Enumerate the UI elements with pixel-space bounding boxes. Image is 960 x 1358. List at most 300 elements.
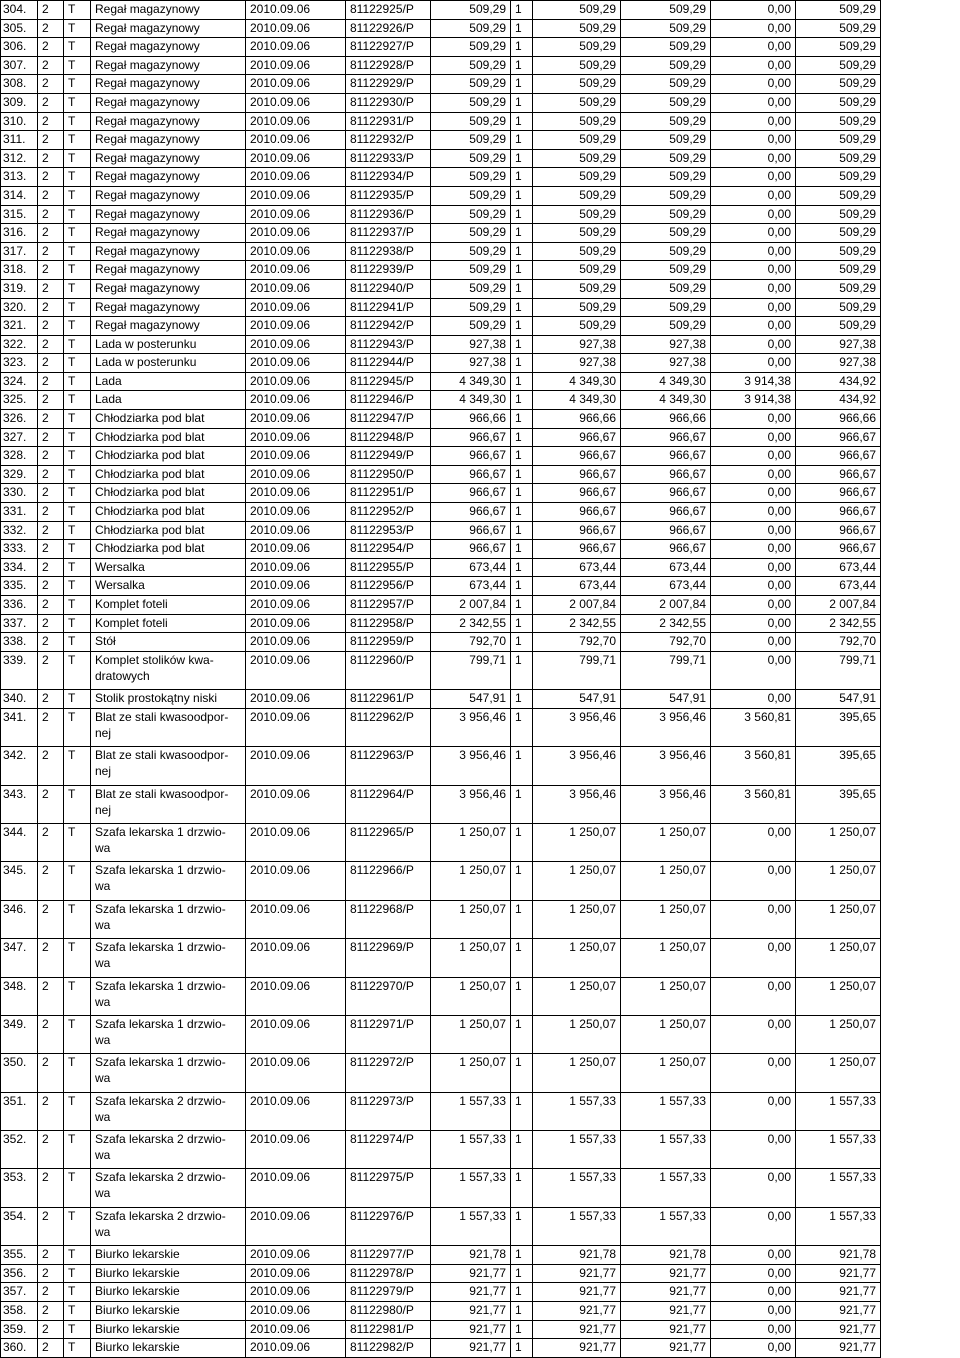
depreciation-cell: 3 914,38	[711, 372, 796, 391]
initial-value-cell: 509,29	[621, 38, 711, 57]
table-row	[1, 428, 881, 447]
date-cell: 2010.09.06	[246, 261, 346, 280]
value-cell: 921,77	[533, 1264, 621, 1283]
initial-value-cell: 966,66	[621, 410, 711, 429]
item-name-cell: Lada w posterunku	[91, 354, 246, 373]
unit-price-cell: 509,29	[431, 75, 511, 94]
inventory-number-cell: 81122976/P	[346, 1207, 431, 1245]
quantity-cell: 1	[511, 428, 533, 447]
initial-value-cell: 966,67	[621, 428, 711, 447]
table-row	[1, 596, 881, 615]
value-cell: 966,67	[533, 503, 621, 522]
quantity-cell: 1	[511, 112, 533, 131]
date-cell: 2010.09.06	[246, 614, 346, 633]
row-number-cell: 331.	[1, 503, 38, 522]
type-cell: T	[64, 596, 91, 615]
inventory-number-cell: 81122946/P	[346, 391, 431, 410]
group-cell: 2	[38, 596, 64, 615]
group-cell: 2	[38, 1320, 64, 1339]
quantity-cell: 1	[511, 335, 533, 354]
value-cell: 921,77	[533, 1339, 621, 1358]
value-cell: 3 956,46	[533, 747, 621, 785]
inventory-number-cell: 81122926/P	[346, 19, 431, 38]
initial-value-cell: 966,67	[621, 465, 711, 484]
date-cell: 2010.09.06	[246, 521, 346, 540]
unit-price-cell: 509,29	[431, 279, 511, 298]
type-cell: T	[64, 540, 91, 559]
type-cell: T	[64, 521, 91, 540]
inventory-number-cell: 81122966/P	[346, 862, 431, 900]
value-cell: 921,77	[533, 1302, 621, 1321]
inventory-number-cell: 81122945/P	[346, 372, 431, 391]
depreciation-cell: 0,00	[711, 149, 796, 168]
date-cell: 2010.09.06	[246, 1207, 346, 1245]
group-cell: 2	[38, 484, 64, 503]
row-number-cell: 326.	[1, 410, 38, 429]
initial-value-cell: 509,29	[621, 224, 711, 243]
depreciation-cell: 0,00	[711, 19, 796, 38]
inventory-number-cell: 81122958/P	[346, 614, 431, 633]
initial-value-cell: 4 349,30	[621, 391, 711, 410]
table-row	[1, 261, 881, 280]
initial-value-cell: 509,29	[621, 279, 711, 298]
type-cell: T	[64, 862, 91, 900]
initial-value-cell: 509,29	[621, 1, 711, 20]
type-cell: T	[64, 1320, 91, 1339]
depreciation-cell: 0,00	[711, 521, 796, 540]
date-cell: 2010.09.06	[246, 747, 346, 785]
group-cell: 2	[38, 149, 64, 168]
group-cell: 2	[38, 1302, 64, 1321]
group-cell: 2	[38, 1246, 64, 1265]
quantity-cell: 1	[511, 785, 533, 823]
net-value-cell: 2 007,84	[796, 596, 881, 615]
type-cell: T	[64, 93, 91, 112]
quantity-cell: 1	[511, 410, 533, 429]
quantity-cell: 1	[511, 558, 533, 577]
initial-value-cell: 509,29	[621, 186, 711, 205]
initial-value-cell: 509,29	[621, 317, 711, 336]
inventory-number-cell: 81122933/P	[346, 149, 431, 168]
unit-price-cell: 966,67	[431, 484, 511, 503]
value-cell: 509,29	[533, 242, 621, 261]
table-row	[1, 410, 881, 429]
row-number-cell: 355.	[1, 1246, 38, 1265]
quantity-cell: 1	[511, 900, 533, 938]
item-name-cell: Szafa lekarska 2 drzwio-wa	[91, 1131, 246, 1169]
group-cell: 2	[38, 372, 64, 391]
table-row	[1, 785, 881, 823]
initial-value-cell: 927,38	[621, 354, 711, 373]
item-name-cell: Regał magazynowy	[91, 1, 246, 20]
value-cell: 3 956,46	[533, 785, 621, 823]
quantity-cell: 1	[511, 596, 533, 615]
table-row	[1, 1339, 881, 1358]
table-row	[1, 298, 881, 317]
table-row	[1, 708, 881, 746]
unit-price-cell: 3 956,46	[431, 747, 511, 785]
value-cell: 1 557,33	[533, 1092, 621, 1130]
group-cell: 2	[38, 186, 64, 205]
type-cell: T	[64, 1131, 91, 1169]
item-name-cell: Biurko lekarskie	[91, 1283, 246, 1302]
date-cell: 2010.09.06	[246, 298, 346, 317]
type-cell: T	[64, 186, 91, 205]
row-number-cell: 310.	[1, 112, 38, 131]
net-value-cell: 966,67	[796, 465, 881, 484]
item-name-cell: Stół	[91, 633, 246, 652]
net-value-cell: 2 342,55	[796, 614, 881, 633]
unit-price-cell: 509,29	[431, 131, 511, 150]
unit-price-cell: 966,67	[431, 503, 511, 522]
value-cell: 4 349,30	[533, 372, 621, 391]
inventory-number-cell: 81122977/P	[346, 1246, 431, 1265]
depreciation-cell: 3 560,81	[711, 747, 796, 785]
quantity-cell: 1	[511, 168, 533, 187]
quantity-cell: 1	[511, 317, 533, 336]
table-row	[1, 1169, 881, 1207]
inventory-number-cell: 81122925/P	[346, 1, 431, 20]
depreciation-cell: 0,00	[711, 75, 796, 94]
quantity-cell: 1	[511, 447, 533, 466]
item-name-cell: Szafa lekarska 2 drzwio-wa	[91, 1092, 246, 1130]
row-number-cell: 327.	[1, 428, 38, 447]
value-cell: 1 557,33	[533, 1131, 621, 1169]
date-cell: 2010.09.06	[246, 410, 346, 429]
quantity-cell: 1	[511, 862, 533, 900]
unit-price-cell: 3 956,46	[431, 785, 511, 823]
net-value-cell: 1 557,33	[796, 1131, 881, 1169]
unit-price-cell: 1 250,07	[431, 939, 511, 977]
net-value-cell: 509,29	[796, 149, 881, 168]
type-cell: T	[64, 1, 91, 20]
net-value-cell: 927,38	[796, 354, 881, 373]
date-cell: 2010.09.06	[246, 205, 346, 224]
inventory-number-cell: 81122939/P	[346, 261, 431, 280]
date-cell: 2010.09.06	[246, 186, 346, 205]
net-value-cell: 799,71	[796, 651, 881, 689]
type-cell: T	[64, 614, 91, 633]
row-number-cell: 339.	[1, 651, 38, 689]
table-row	[1, 1283, 881, 1302]
date-cell: 2010.09.06	[246, 372, 346, 391]
item-name-cell: Szafa lekarska 1 drzwio-wa	[91, 900, 246, 938]
quantity-cell: 1	[511, 224, 533, 243]
group-cell: 2	[38, 1131, 64, 1169]
group-cell: 2	[38, 503, 64, 522]
row-number-cell: 317.	[1, 242, 38, 261]
group-cell: 2	[38, 75, 64, 94]
unit-price-cell: 799,71	[431, 651, 511, 689]
depreciation-cell: 0,00	[711, 633, 796, 652]
item-name-cell: Szafa lekarska 1 drzwio-wa	[91, 1054, 246, 1092]
row-number-cell: 308.	[1, 75, 38, 94]
group-cell: 2	[38, 823, 64, 861]
group-cell: 2	[38, 1264, 64, 1283]
item-name-cell: Regał magazynowy	[91, 205, 246, 224]
group-cell: 2	[38, 391, 64, 410]
item-name-cell: Chłodziarka pod blat	[91, 484, 246, 503]
depreciation-cell: 0,00	[711, 168, 796, 187]
date-cell: 2010.09.06	[246, 577, 346, 596]
table-row	[1, 900, 881, 938]
quantity-cell: 1	[511, 823, 533, 861]
depreciation-cell: 0,00	[711, 1054, 796, 1092]
row-number-cell: 309.	[1, 93, 38, 112]
quantity-cell: 1	[511, 1054, 533, 1092]
date-cell: 2010.09.06	[246, 823, 346, 861]
value-cell: 509,29	[533, 279, 621, 298]
initial-value-cell: 509,29	[621, 149, 711, 168]
quantity-cell: 1	[511, 1, 533, 20]
initial-value-cell: 3 956,46	[621, 708, 711, 746]
depreciation-cell: 0,00	[711, 131, 796, 150]
value-cell: 966,67	[533, 428, 621, 447]
date-cell: 2010.09.06	[246, 38, 346, 57]
value-cell: 1 250,07	[533, 900, 621, 938]
item-name-cell: Regał magazynowy	[91, 242, 246, 261]
depreciation-cell: 0,00	[711, 1283, 796, 1302]
type-cell: T	[64, 372, 91, 391]
depreciation-cell: 0,00	[711, 428, 796, 447]
depreciation-cell: 0,00	[711, 1015, 796, 1053]
net-value-cell: 509,29	[796, 75, 881, 94]
quantity-cell: 1	[511, 1169, 533, 1207]
type-cell: T	[64, 708, 91, 746]
group-cell: 2	[38, 1169, 64, 1207]
depreciation-cell: 0,00	[711, 823, 796, 861]
type-cell: T	[64, 131, 91, 150]
type-cell: T	[64, 651, 91, 689]
depreciation-cell: 0,00	[711, 690, 796, 709]
item-name-cell: Szafa lekarska 1 drzwio-wa	[91, 1015, 246, 1053]
initial-value-cell: 927,38	[621, 335, 711, 354]
initial-value-cell: 509,29	[621, 131, 711, 150]
type-cell: T	[64, 1302, 91, 1321]
item-name-cell: Chłodziarka pod blat	[91, 447, 246, 466]
net-value-cell: 921,77	[796, 1264, 881, 1283]
table-row	[1, 168, 881, 187]
type-cell: T	[64, 19, 91, 38]
net-value-cell: 1 250,07	[796, 862, 881, 900]
table-row	[1, 1207, 881, 1245]
initial-value-cell: 509,29	[621, 112, 711, 131]
date-cell: 2010.09.06	[246, 651, 346, 689]
depreciation-cell: 0,00	[711, 242, 796, 261]
table-row	[1, 503, 881, 522]
initial-value-cell: 966,67	[621, 540, 711, 559]
net-value-cell: 927,38	[796, 335, 881, 354]
initial-value-cell: 921,77	[621, 1264, 711, 1283]
row-number-cell: 320.	[1, 298, 38, 317]
group-cell: 2	[38, 465, 64, 484]
table-row	[1, 447, 881, 466]
item-name-cell: Biurko lekarskie	[91, 1246, 246, 1265]
net-value-cell: 1 250,07	[796, 939, 881, 977]
row-number-cell: 304.	[1, 1, 38, 20]
item-name-cell: Wersalka	[91, 577, 246, 596]
depreciation-cell: 0,00	[711, 596, 796, 615]
unit-price-cell: 4 349,30	[431, 391, 511, 410]
row-number-cell: 360.	[1, 1339, 38, 1358]
item-name-cell: Komplet foteli	[91, 614, 246, 633]
type-cell: T	[64, 391, 91, 410]
date-cell: 2010.09.06	[246, 540, 346, 559]
table-row	[1, 56, 881, 75]
initial-value-cell: 792,70	[621, 633, 711, 652]
inventory-number-cell: 81122950/P	[346, 465, 431, 484]
table-row	[1, 224, 881, 243]
quantity-cell: 1	[511, 939, 533, 977]
date-cell: 2010.09.06	[246, 465, 346, 484]
group-cell: 2	[38, 298, 64, 317]
row-number-cell: 306.	[1, 38, 38, 57]
net-value-cell: 509,29	[796, 38, 881, 57]
type-cell: T	[64, 317, 91, 336]
value-cell: 3 956,46	[533, 708, 621, 746]
item-name-cell: Chłodziarka pod blat	[91, 521, 246, 540]
date-cell: 2010.09.06	[246, 1320, 346, 1339]
type-cell: T	[64, 503, 91, 522]
net-value-cell: 509,29	[796, 56, 881, 75]
item-name-cell: Regał magazynowy	[91, 317, 246, 336]
depreciation-cell: 0,00	[711, 651, 796, 689]
value-cell: 2 342,55	[533, 614, 621, 633]
depreciation-cell: 0,00	[711, 862, 796, 900]
item-name-cell: Komplet foteli	[91, 596, 246, 615]
inventory-number-cell: 81122949/P	[346, 447, 431, 466]
inventory-number-cell: 81122964/P	[346, 785, 431, 823]
net-value-cell: 509,29	[796, 261, 881, 280]
type-cell: T	[64, 168, 91, 187]
value-cell: 509,29	[533, 168, 621, 187]
initial-value-cell: 509,29	[621, 19, 711, 38]
row-number-cell: 356.	[1, 1264, 38, 1283]
date-cell: 2010.09.06	[246, 335, 346, 354]
depreciation-cell: 0,00	[711, 112, 796, 131]
table-row	[1, 186, 881, 205]
row-number-cell: 336.	[1, 596, 38, 615]
depreciation-cell: 0,00	[711, 1246, 796, 1265]
quantity-cell: 1	[511, 56, 533, 75]
date-cell: 2010.09.06	[246, 1246, 346, 1265]
row-number-cell: 313.	[1, 168, 38, 187]
unit-price-cell: 509,29	[431, 205, 511, 224]
value-cell: 966,67	[533, 465, 621, 484]
table-row	[1, 19, 881, 38]
initial-value-cell: 966,67	[621, 484, 711, 503]
initial-value-cell: 1 250,07	[621, 1054, 711, 1092]
net-value-cell: 395,65	[796, 785, 881, 823]
date-cell: 2010.09.06	[246, 354, 346, 373]
group-cell: 2	[38, 558, 64, 577]
unit-price-cell: 966,67	[431, 521, 511, 540]
item-name-cell: Regał magazynowy	[91, 75, 246, 94]
quantity-cell: 1	[511, 484, 533, 503]
net-value-cell: 509,29	[796, 131, 881, 150]
type-cell: T	[64, 577, 91, 596]
inventory-number-cell: 81122963/P	[346, 747, 431, 785]
group-cell: 2	[38, 19, 64, 38]
table-row	[1, 977, 881, 1015]
table-row	[1, 335, 881, 354]
initial-value-cell: 509,29	[621, 75, 711, 94]
type-cell: T	[64, 1092, 91, 1130]
item-name-cell: Regał magazynowy	[91, 93, 246, 112]
unit-price-cell: 927,38	[431, 354, 511, 373]
row-number-cell: 321.	[1, 317, 38, 336]
quantity-cell: 1	[511, 354, 533, 373]
value-cell: 1 250,07	[533, 939, 621, 977]
table-row	[1, 1, 881, 20]
quantity-cell: 1	[511, 1207, 533, 1245]
date-cell: 2010.09.06	[246, 1283, 346, 1302]
depreciation-cell: 0,00	[711, 1264, 796, 1283]
depreciation-cell: 0,00	[711, 1131, 796, 1169]
inventory-number-cell: 81122934/P	[346, 168, 431, 187]
unit-price-cell: 509,29	[431, 186, 511, 205]
initial-value-cell: 1 557,33	[621, 1207, 711, 1245]
date-cell: 2010.09.06	[246, 1054, 346, 1092]
table-row	[1, 131, 881, 150]
depreciation-cell: 0,00	[711, 335, 796, 354]
group-cell: 2	[38, 1015, 64, 1053]
row-number-cell: 354.	[1, 1207, 38, 1245]
depreciation-cell: 0,00	[711, 484, 796, 503]
value-cell: 921,77	[533, 1320, 621, 1339]
type-cell: T	[64, 823, 91, 861]
date-cell: 2010.09.06	[246, 56, 346, 75]
row-number-cell: 316.	[1, 224, 38, 243]
initial-value-cell: 673,44	[621, 558, 711, 577]
type-cell: T	[64, 1054, 91, 1092]
initial-value-cell: 1 250,07	[621, 1015, 711, 1053]
unit-price-cell: 509,29	[431, 224, 511, 243]
inventory-number-cell: 81122942/P	[346, 317, 431, 336]
item-name-cell: Blat ze stali kwasoodpor-nej	[91, 785, 246, 823]
inventory-number-cell: 81122956/P	[346, 577, 431, 596]
date-cell: 2010.09.06	[246, 1264, 346, 1283]
value-cell: 1 250,07	[533, 1054, 621, 1092]
date-cell: 2010.09.06	[246, 428, 346, 447]
value-cell: 673,44	[533, 577, 621, 596]
table-row	[1, 38, 881, 57]
item-name-cell: Biurko lekarskie	[91, 1320, 246, 1339]
row-number-cell: 323.	[1, 354, 38, 373]
table-row	[1, 242, 881, 261]
group-cell: 2	[38, 428, 64, 447]
initial-value-cell: 1 250,07	[621, 823, 711, 861]
net-value-cell: 921,77	[796, 1320, 881, 1339]
net-value-cell: 673,44	[796, 558, 881, 577]
group-cell: 2	[38, 708, 64, 746]
group-cell: 2	[38, 1283, 64, 1302]
value-cell: 509,29	[533, 186, 621, 205]
unit-price-cell: 921,78	[431, 1246, 511, 1265]
group-cell: 2	[38, 540, 64, 559]
initial-value-cell: 509,29	[621, 205, 711, 224]
group-cell: 2	[38, 577, 64, 596]
date-cell: 2010.09.06	[246, 484, 346, 503]
group-cell: 2	[38, 1207, 64, 1245]
row-number-cell: 338.	[1, 633, 38, 652]
net-value-cell: 966,67	[796, 447, 881, 466]
item-name-cell: Regał magazynowy	[91, 224, 246, 243]
row-number-cell: 333.	[1, 540, 38, 559]
inventory-number-cell: 81122951/P	[346, 484, 431, 503]
item-name-cell: Biurko lekarskie	[91, 1302, 246, 1321]
quantity-cell: 1	[511, 1131, 533, 1169]
